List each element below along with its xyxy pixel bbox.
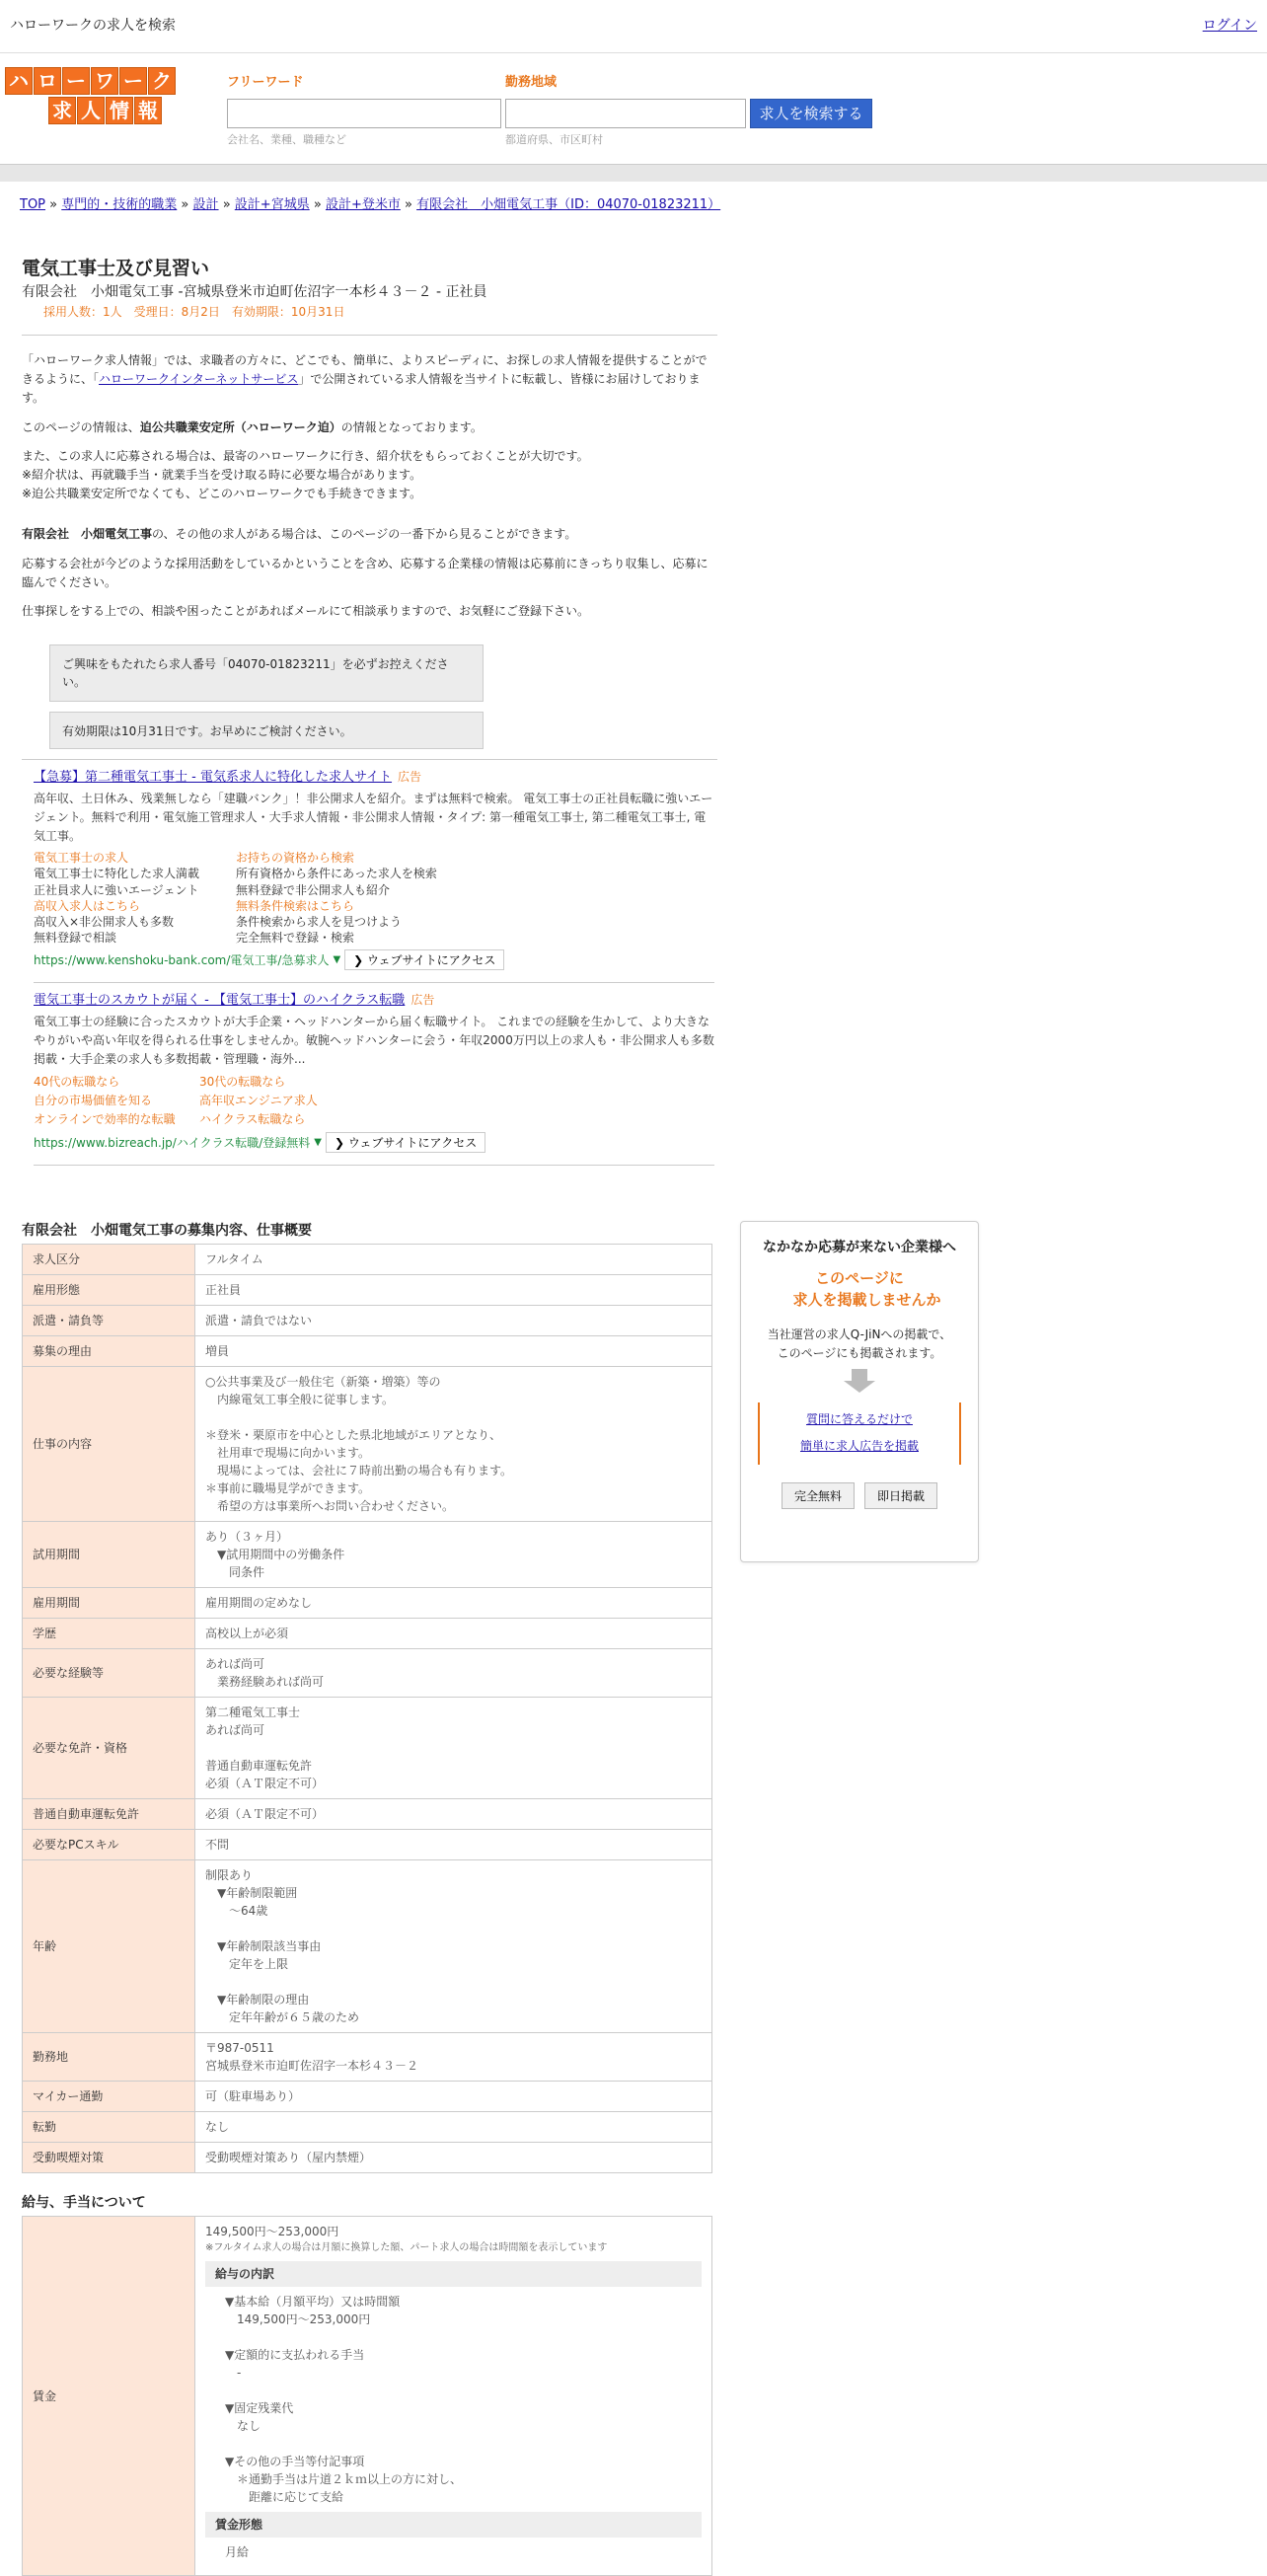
keyword-label: フリーワード	[227, 73, 505, 93]
ad-url[interactable]: https://www.kenshoku-bank.com/電気工事/急募求人	[34, 951, 329, 969]
breadcrumb-category[interactable]: 専門的・技術的職業	[61, 197, 177, 212]
table-row	[23, 2082, 712, 2112]
same-day-button[interactable]: 即日掲載	[864, 1482, 937, 1509]
separator	[34, 1165, 714, 1166]
logo-tile: 人	[77, 97, 105, 124]
sitelink-heading[interactable]: お持ちの資格から検索	[236, 850, 492, 866]
breakdown-body: ▼基本給（月額平均）又は時間額 149,500円〜253,000円 ▼定額的に支払われる手当 - ▼固定残業代 なし ▼その他の手当等付記事項 ＊通勤手当は片道２ｋｍ以上の方に対し、 距離に応じて支給	[205, 2293, 702, 2506]
area-input[interactable]	[505, 99, 746, 128]
row-label: 賃金	[23, 2217, 195, 2576]
consult-paragraph: 仕事探しをする上での、相談や困ったことがあればメールにて相談承りますので、お気軽にご登録下さい。	[22, 602, 717, 621]
visit-website-button[interactable]: ❯ ウェブサイトにアクセス	[344, 949, 504, 970]
row-value: 正社員	[195, 1275, 712, 1306]
area-label: 勤務地域	[505, 73, 557, 93]
dropdown-caret-icon[interactable]: ▼	[333, 952, 340, 967]
breakdown-title: 給与の内訳	[205, 2261, 702, 2287]
logo-tile: ハ	[5, 67, 33, 95]
breadcrumb-top[interactable]: TOP	[20, 197, 45, 212]
ad-sitelinks	[34, 1073, 714, 1128]
row-value: 必須（ＡＴ限定不可）	[195, 1799, 712, 1830]
header	[0, 53, 1267, 164]
breadcrumb-sep: »	[181, 197, 188, 212]
row-value: 可（駐車場あり）	[195, 2082, 712, 2112]
table-row	[23, 1619, 712, 1649]
row-label: マイカー通勤	[23, 2082, 195, 2112]
sitelink-heading[interactable]: 無料条件検索はこちら	[236, 898, 492, 914]
row-label: 受動喫煙対策	[23, 2143, 195, 2173]
breadcrumb-design-miyagi[interactable]: 設計+宮城県	[235, 197, 310, 212]
row-value: ○公共事業及び一般住宅（新築・増築）等の 内線電気工事全般に従事します。 ＊登米・栗原市を中心とした県北地域がエリアとなり、 社用車で現場に向かいます。 現場によっては、会社に７時前出勤の場合も有ります。 ＊事前に職場見学ができます。 希望の方は事業所へお問い合わせください。	[195, 1367, 712, 1522]
logo-tile: ー	[119, 67, 147, 95]
table-row	[23, 1275, 712, 1306]
sitelink-text: 所有資格から条件にあった求人を検索 無料登録で非公開求人も紹介	[236, 866, 492, 897]
sitelink[interactable]: 自分の市場価値を知る	[34, 1092, 199, 1110]
logo-tile: ワ	[91, 67, 118, 95]
row-value: 受動喫煙対策あり（屋内禁煙）	[195, 2143, 712, 2173]
keyword-hint: 会社名、業種、職種など	[227, 132, 505, 149]
promo-lead: このページに 求人を掲載しませんか	[741, 1268, 978, 1312]
referral-paragraph: また、この求人に応募される場合は、最寄のハローワークに行き、紹介状をもらっておくことが大切です。 ※紹介状は、再就職手当・就業手当を受け取る時に必要な場合があります。 ※迫公共職業安定所でなくても、どこのハローワークでも手続きできます。	[22, 447, 717, 504]
sitelink-text: 条件検索から求人を見つけよう 完全無料で登録・検索	[236, 914, 492, 946]
table-row	[23, 2112, 712, 2143]
page-title: 電気工事士及び見習い	[22, 255, 742, 283]
job-number-notice: ご興味をもたれたら求人番号「04070-01823211」を必ずお控えください。	[49, 644, 484, 702]
table-row	[23, 2033, 712, 2082]
employer-promo-box	[740, 1221, 979, 1562]
table-row	[23, 1306, 712, 1336]
sitelink-heading[interactable]: 電気工事士の求人	[34, 850, 236, 866]
ad-sitelinks	[34, 850, 714, 946]
row-value: 不問	[195, 1830, 712, 1860]
ad-description: 電気工事士の経験に合ったスカウトが大手企業・ヘッドハンターから届く転職サイト。 これまでの経験を生かして、より大きなやりがいや高い年収を得られる仕事をしませんか。敏腕ヘッドハンターに会う・年収2000万円以上の求人も・非公開求人も多数掲載・大手企業の求人も多数掲載・管理職・海外...	[34, 1013, 714, 1070]
separator	[34, 982, 714, 983]
breadcrumb-company[interactable]: 有限会社 小畑電気工事（ID：04070-01823211）	[416, 197, 720, 212]
row-label: 普通自動車運転免許	[23, 1799, 195, 1830]
advice-paragraph: 応募する会社が今どのような採用活動をしているかということを含め、応募する企業様の情報は応募前にきっちり収集し、応募に臨んでください。	[22, 555, 717, 592]
sitelink[interactable]: ハイクラス転職なら	[199, 1110, 397, 1129]
row-value: なし	[195, 2112, 712, 2143]
row-label: 年齢	[23, 1860, 195, 2033]
free-button[interactable]: 完全無料	[782, 1482, 855, 1509]
table-row	[23, 1799, 712, 1830]
ad-description: 高年収、土日休み、残業無しなら「建職バンク」！非公開求人を紹介。まずは無料で検索。 電気工事士の正社員転職に強いエージェント。無料で利用・電気施工管理求人・大手求人情報・非公開求人情報・タイプ: 第一種電気工事士, 第二種電気工事士, 電気工事。	[34, 790, 714, 847]
ad-tag: 広告	[410, 993, 434, 1007]
sitelink-heading[interactable]: 高収入求人はこちら	[34, 898, 236, 914]
row-value: 第二種電気工事士 あれば尚可 普通自動車運転免許 必須（ＡＴ限定不可）	[195, 1698, 712, 1799]
row-label: 雇用形態	[23, 1275, 195, 1306]
table-row	[23, 1336, 712, 1367]
table-row	[23, 1367, 712, 1522]
details-section-title: 有限会社 小畑電気工事の募集内容、仕事概要	[22, 1221, 742, 1242]
row-label: 試用期間	[23, 1522, 195, 1588]
wage-note: ※フルタイム求人の場合は月額に換算した額、パート求人の場合は時間額を表示しています	[205, 2240, 702, 2255]
breadcrumb-sep: »	[314, 197, 322, 212]
other-jobs-paragraph: 有限会社 小畑電気工事の、その他の求人がある場合は、このページの一番下から見ることができます。	[22, 525, 717, 544]
breadcrumb-sep: »	[49, 197, 57, 212]
promo-title: なかなか応募が来ない企業様へ	[741, 1238, 978, 1258]
logo-tile: 求	[48, 97, 76, 124]
login-link[interactable]: ログイン	[1203, 16, 1257, 37]
logo-tile: 情	[106, 97, 133, 124]
company-line: 有限会社 小畑電気工事 -宮城県登米市迫町佐沼字一本杉４３－２ - 正社員	[22, 282, 742, 303]
promo-link-questions[interactable]: 質問に答えるだけで	[806, 1412, 913, 1426]
row-label: 転勤	[23, 2112, 195, 2143]
hellowork-internet-link[interactable]: ハローワークインターネットサービス	[99, 372, 298, 386]
table-row	[23, 1698, 712, 1799]
wage-form-title: 賃金形態	[205, 2512, 702, 2538]
table-row	[23, 1860, 712, 2033]
table-row	[23, 2143, 712, 2173]
logo[interactable]	[5, 67, 183, 124]
top-bar	[0, 0, 1267, 53]
ad-title-link[interactable]: 電気工事士のスカウトが届く - 【電気工事士】のハイクラス転職	[34, 993, 405, 1008]
row-label: 学歴	[23, 1619, 195, 1649]
row-value: 〒987-0511 宮城県登米市迫町佐沼字一本杉４３－２	[195, 2033, 712, 2082]
table-row	[23, 1245, 712, 1275]
main-content	[22, 255, 742, 2576]
breadcrumb-sep: »	[223, 197, 231, 212]
wage-section-title: 給与、手当について	[22, 2193, 742, 2214]
promo-text: 当社運営の求人Q-JiNへの掲載で、 このページにも掲載されます。	[741, 1326, 978, 1363]
logo-tile: ク	[148, 67, 176, 95]
job-meta: 採用人数：1人 受理日：8月2日 有効期限：10月31日	[43, 303, 742, 321]
row-label: 勤務地	[23, 2033, 195, 2082]
divider-bar	[0, 164, 1267, 182]
sitelink-text: 高収入×非公開求人も多数 無料登録で相談	[34, 914, 236, 946]
table-row	[23, 1830, 712, 1860]
site-name: ハローワークの求人を検索	[10, 16, 176, 37]
breadcrumb	[0, 182, 1267, 215]
logo-tile: ー	[62, 67, 90, 95]
breadcrumb-design-tome[interactable]: 設計+登米市	[326, 197, 401, 212]
row-label: 必要なPCスキル	[23, 1830, 195, 1860]
table-row	[23, 2217, 712, 2576]
row-value: 派遣・請負ではない	[195, 1306, 712, 1336]
row-label: 必要な経験等	[23, 1649, 195, 1698]
row-label: 仕事の内容	[23, 1367, 195, 1522]
dropdown-caret-icon[interactable]: ▼	[314, 1135, 322, 1150]
sitelink[interactable]: オンラインで効率的な転職	[34, 1110, 199, 1129]
intro-paragraph: 「ハローワーク求人情報」では、求職者の方々に、どこでも、簡単に、よりスピーディに、お探しの求人情報を提供することができるように、「ハローワークインターネットサービス」で公開されている求人情報を当サイトに転載し、皆様にお届けしております。	[22, 351, 717, 409]
sitelink[interactable]: 高年収エンジニア求人	[199, 1092, 397, 1110]
row-value: あり（３ヶ月） ▼試用期間中の労働条件 同条件	[195, 1522, 712, 1588]
visit-website-button[interactable]: ❯ ウェブサイトにアクセス	[326, 1132, 485, 1153]
row-label: 募集の理由	[23, 1336, 195, 1367]
row-label: 求人区分	[23, 1245, 195, 1275]
table-row	[23, 1649, 712, 1698]
promo-links	[758, 1402, 961, 1465]
table-row	[23, 1588, 712, 1619]
row-value: フルタイム	[195, 1245, 712, 1275]
ad-url[interactable]: https://www.bizreach.jp/ハイクラス転職/登録無料	[34, 1134, 310, 1152]
row-value: 雇用期間の定めなし	[195, 1588, 712, 1619]
arrow-down-icon	[741, 1369, 978, 1393]
sitelink[interactable]: 40代の転職なら	[34, 1073, 199, 1092]
breadcrumb-sep: »	[405, 197, 412, 212]
search-form	[227, 73, 872, 148]
table-row	[23, 1522, 712, 1588]
promo-link-post-ad[interactable]: 簡単に求人広告を掲載	[800, 1439, 919, 1453]
wage-range: 149,500円〜253,000円	[205, 2223, 702, 2240]
row-label: 必要な免許・資格	[23, 1698, 195, 1799]
job-details-table	[22, 1244, 712, 2173]
separator	[22, 335, 717, 336]
logo-tile: ロ	[34, 67, 61, 95]
row-label: 雇用期間	[23, 1588, 195, 1619]
sitelink-text: 電気工事士に特化した求人満載 正社員求人に強いエージェント	[34, 866, 236, 897]
sitelink[interactable]: 30代の転職なら	[199, 1073, 397, 1092]
row-value: 増員	[195, 1336, 712, 1367]
keyword-input[interactable]	[227, 99, 501, 128]
ad-tag: 広告	[398, 770, 421, 784]
logo-tile: 報	[134, 97, 162, 124]
row-value: 高校以上が必須	[195, 1619, 712, 1649]
ad-title-link[interactable]: 【急募】第二種電気工事士 - 電気系求人に特化した求人サイト	[34, 770, 392, 785]
search-button[interactable]: 求人を検索する	[750, 99, 872, 128]
row-value: 制限あり ▼年齢制限範囲 〜64歳 ▼年齢制限該当事由 定年を上限 ▼年齢制限の理由 定年年齢が６５歳のため	[195, 1860, 712, 2033]
ad-block	[34, 760, 714, 1166]
source-paragraph: このページの情報は、迫公共職業安定所（ハローワーク迫）の情報となっております。	[22, 418, 717, 437]
breadcrumb-design[interactable]: 設計	[193, 197, 219, 212]
expiry-notice: 有効期限は10月31日です。お早めにご検討ください。	[49, 712, 484, 749]
row-value: あれば尚可 業務経験あれば尚可	[195, 1649, 712, 1698]
wage-table	[22, 2216, 712, 2576]
area-hint: 都道府県、市区町村	[505, 132, 603, 149]
row-value	[195, 2217, 712, 2576]
row-label: 派遣・請負等	[23, 1306, 195, 1336]
wage-form-value: 月給	[205, 2543, 702, 2561]
